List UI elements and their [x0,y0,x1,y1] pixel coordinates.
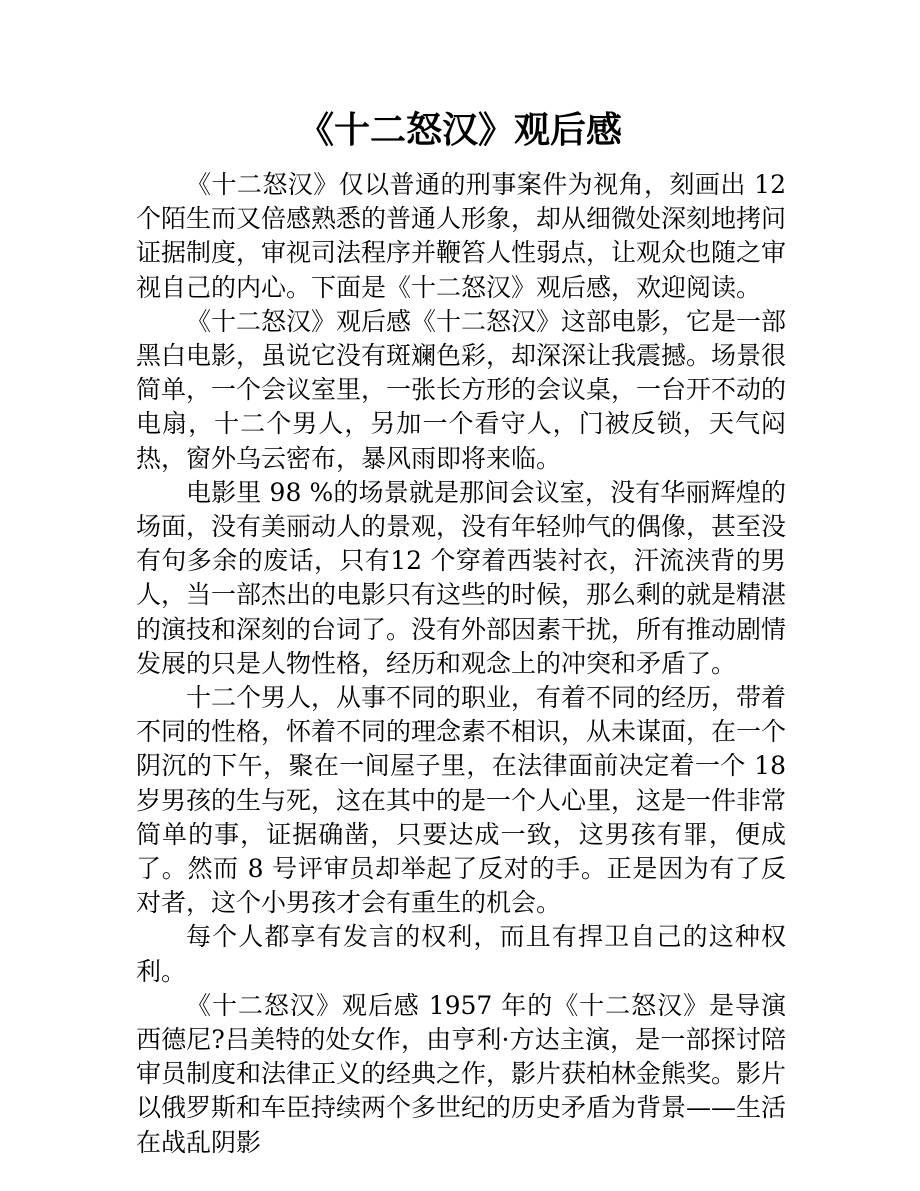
paragraph: 电影里 98 %的场景就是那间会议室，没有华丽辉煌的场面，没有美丽动人的景观，没有年轻帅气的偶像，甚至没有句多余的废话，只有12 个穿着西装衬衣，汗流浃背的男人，当一部杰出的电影只有这些的时候，那么剩的就是精湛的演技和深刻的台词了。没有外部因素干扰，所有推动剧情发展的只是人物性格，经历和观念上的冲突和矛盾了。 [136,477,787,678]
paragraph: 《十二怒汉》观后感 1957 年的《十二怒汉》是导演西德尼?吕美特的处女作，由亨利·方达主演，是一部探讨陪审员制度和法律正义的经典之作，影片获柏林金熊奖。影片以俄罗斯和车臣持续两个多世纪的历史矛盾为背景——生活在战乱阴影 [136,990,787,1157]
paragraph: 《十二怒汉》仅以普通的刑事案件为视角，刻画出 12 个陌生而又倍感熟悉的普通人形象，却从细微处深刻地拷问证据制度，审视司法程序并鞭笞人性弱点，让观众也随之审视自己的内心。下面是《十二怒汉》观后感，欢迎阅读。 [136,170,787,302]
paragraph: 《十二怒汉》观后感《十二怒汉》这部电影，它是一部黑白电影，虽说它没有斑斓色彩，却深深让我震撼。场景很简单，一个会议室里，一张长方形的会议桌，一台开不动的电扇，十二个男人，另加一个看守人，门被反锁，天气闷热，窗外乌云密布，暴风雨即将来临。 [136,306,787,473]
page-title: 《十二怒汉》观后感 [297,109,622,151]
paragraph: 每个人都享有发言的权利，而且有捍卫自己的这种权利。 [136,922,786,986]
paragraph: 十二个男人，从事不同的职业，有着不同的经历，带着不同的性格，怀着不同的理念素不相识，从未谋面，在一个阴沉的下午，聚在一间屋子里，在法律面前决定着一个 18 岁男孩的生与死，这在其中的是一个人心里，这是一件非常简单的事，证据确凿，只要达成一致，这男孩有罪，便成了。然而 8 号评审员却举起了反对的手。正是因为有了反对者，这个小男孩才会有重生的机会。 [136,683,787,918]
document-body [136,168,786,1160]
